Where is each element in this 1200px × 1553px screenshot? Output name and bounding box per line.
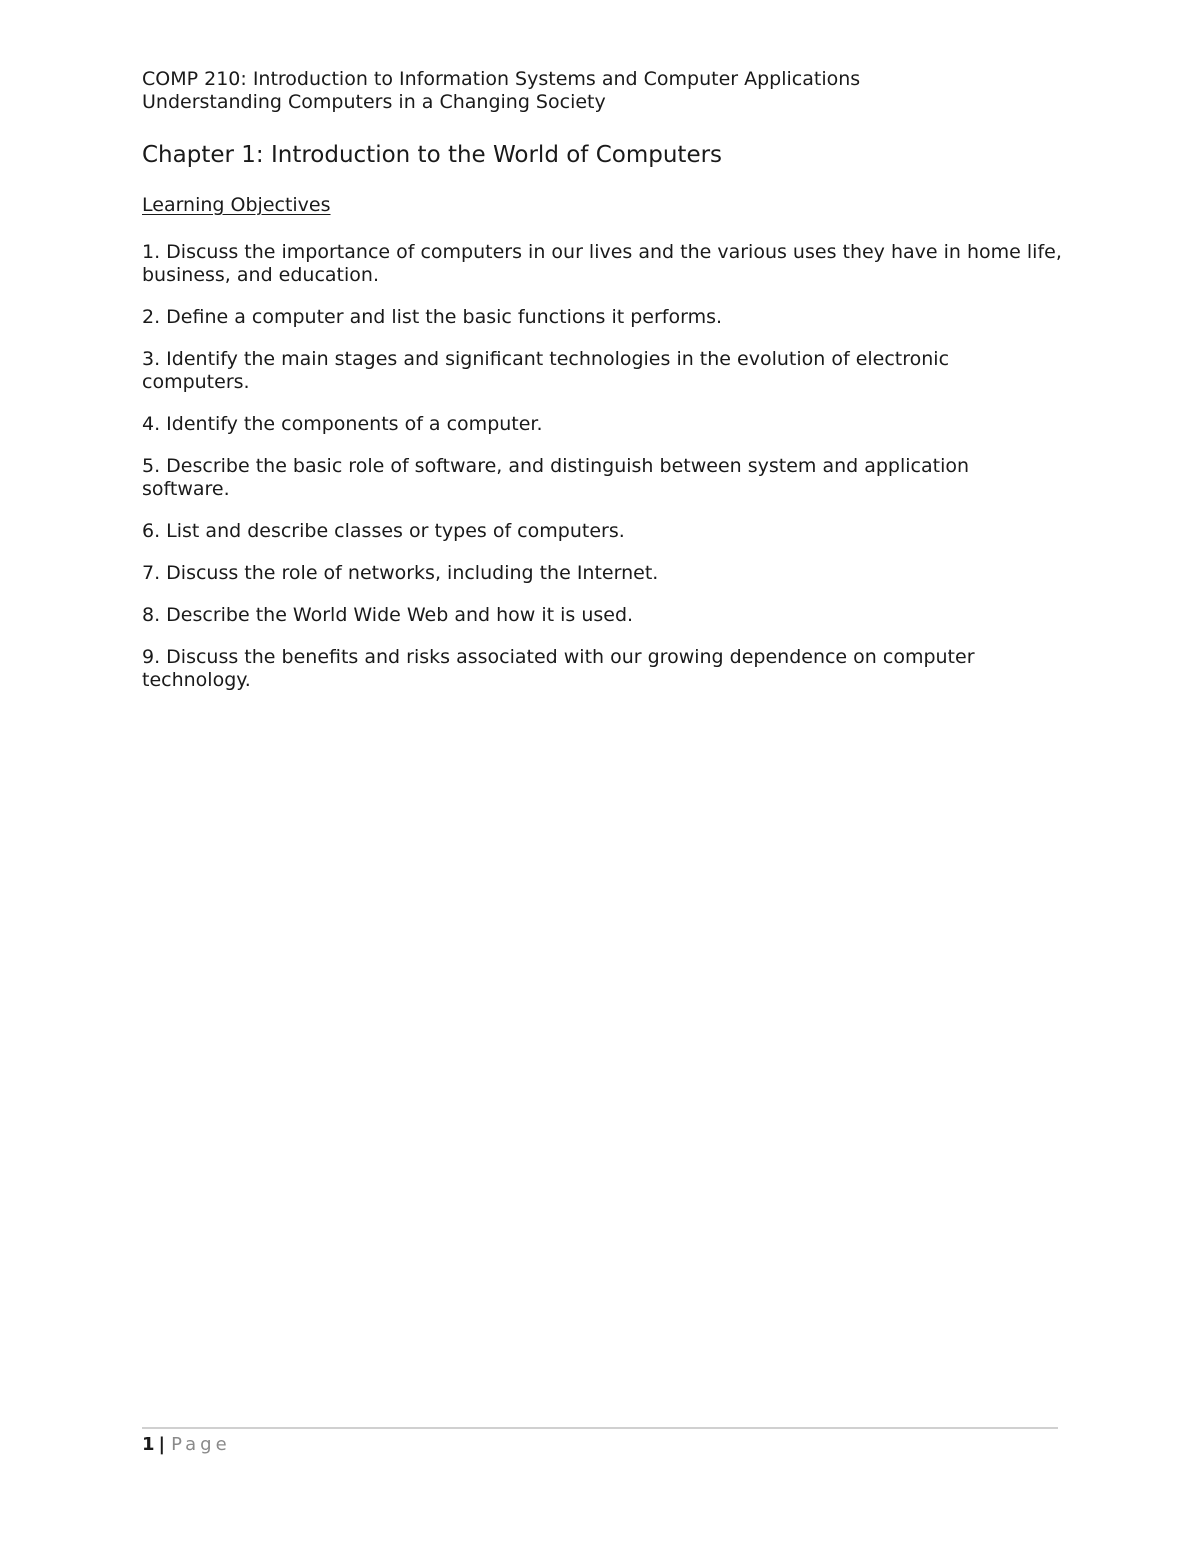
course-title: COMP 210: Introduction to Information Systems and Computer Applications xyxy=(142,68,861,90)
objective-item: 8. Describe the World Wide Web and how it is used. xyxy=(142,604,634,626)
footer-divider xyxy=(142,1427,1058,1429)
objective-item: 2. Define a computer and list the basic functions it performs. xyxy=(142,306,723,328)
objective-item: 6. List and describe classes or types of computers. xyxy=(142,520,625,542)
document-header xyxy=(142,68,1062,114)
book-title: Understanding Computers in a Changing Society xyxy=(142,91,606,113)
page-number: 1 xyxy=(142,1434,155,1455)
learning-objectives-heading: Learning Objectives xyxy=(142,194,331,216)
objective-item: 9. Discuss the benefits and risks associated with our growing dependence on computer technology. xyxy=(142,646,975,691)
page-footer xyxy=(142,1433,231,1457)
objective-item: 7. Discuss the role of networks, including the Internet. xyxy=(142,562,659,584)
footer-separator: | xyxy=(158,1434,166,1455)
objective-item: 3. Identify the main stages and significant technologies in the evolution of electronic computers. xyxy=(142,348,950,393)
page-label: Page xyxy=(171,1434,231,1455)
chapter-title: Chapter 1: Introduction to the World of Computers xyxy=(142,142,723,168)
objective-item: 5. Describe the basic role of software, and distinguish between system and application software. xyxy=(142,455,970,500)
learning-objectives-list xyxy=(142,241,1062,711)
objective-item: 4. Identify the components of a computer. xyxy=(142,413,543,435)
objective-item: 1. Discuss the importance of computers in our lives and the various uses they have in home life, business, and education. xyxy=(142,241,1062,286)
